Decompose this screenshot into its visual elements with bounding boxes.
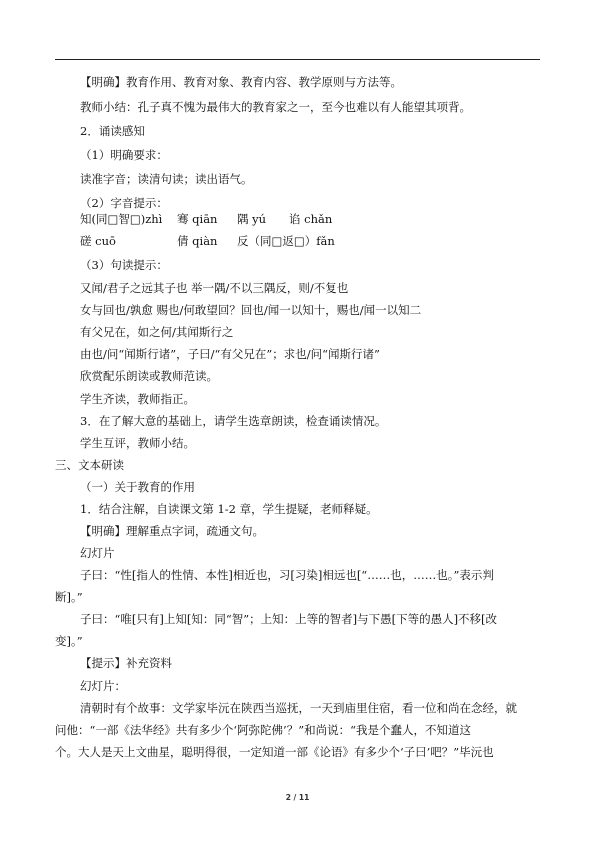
text-line: 【明确】理解重点字词，疏通文句。 xyxy=(80,524,264,538)
text-line: 断]。” xyxy=(55,590,83,604)
text-line: 由也/问“闻斯行诸”，子曰/“有父兄在”；求也/问“闻斯行诸” xyxy=(80,347,380,361)
text-line: 【明确】教育作用、教育对象、教育内容、教学原则与方法等。 xyxy=(80,75,402,89)
pronunciation-item: 倩 qiàn xyxy=(177,234,218,248)
section-heading: 2．诵读感知 xyxy=(80,124,145,138)
text-line: 子曰：“唯[只有]上知[知：同“智”；上知：上等的智者]与下愚[下等的愚人]不移[改 xyxy=(80,612,498,626)
text-line: （3）句读提示： xyxy=(80,258,168,272)
text-line: 3．在了解大意的基础上，请学生选章朗读，检查诵读情况。 xyxy=(80,414,387,428)
text-line: 学生互评，教师小结。 xyxy=(80,436,195,450)
text-line: 个。大人是天上文曲星，聪明得很，一定知道一部《论语》有多少个‘子曰’吧？”毕沅也 xyxy=(55,745,494,759)
text-line: 【提示】补充资料 xyxy=(80,656,172,670)
pronunciation-item: 谄 chǎn xyxy=(289,212,333,226)
pronunciation-row xyxy=(80,212,520,226)
text-line: 幻灯片： xyxy=(80,679,126,693)
text-line: （2）字音提示： xyxy=(80,196,168,210)
text-line: 变]。” xyxy=(55,634,83,648)
text-line: 清朝时有个故事：文学家毕沅在陕西当巡抚，一天到庙里住宿，看一位和尚在念经，就 xyxy=(80,701,517,715)
pronunciation-item: 磋 cuō xyxy=(80,234,116,248)
text-line: 有父兄在，如之何/其闻斯行之 xyxy=(80,325,234,339)
page-number: 2 / 11 xyxy=(285,793,310,802)
text-line: 女与回也/孰愈 赐也/何敢望回？回也/闻一以知十，赐也/闻一以知二 xyxy=(80,303,422,317)
text-line: （1）明确要求： xyxy=(80,148,168,162)
text-line: 读准字音；读清句读；读出语气。 xyxy=(80,172,253,186)
section-heading: 三、文本研读 xyxy=(55,458,124,472)
pronunciation-item: 知(同□智□)zhì xyxy=(80,212,163,226)
pronunciation-row xyxy=(80,234,520,248)
text-line: 幻灯片 xyxy=(80,546,115,560)
pronunciation-item: 骞 qiān xyxy=(177,212,218,226)
text-line: 子曰：“性[指人的性情、本性]相近也，习[习染]相远也[“……也，……也。”表示判 xyxy=(80,568,494,582)
text-line: 教师小结：孔子真不愧为最伟大的教育家之一，至今也难以有人能望其项背。 xyxy=(80,100,471,114)
pronunciation-item: 反（同□返□）fǎn xyxy=(237,234,335,248)
subsection-heading: （一）关于教育的作用 xyxy=(80,480,195,494)
text-line: 问他：“一部《法华经》共有多少个‘阿弥陀佛’？”和尚说：“我是个蠢人，不知道这 xyxy=(55,723,471,737)
text-line: 又闻/君子之远其子也 举一隅/不以三隅反，则/不复也 xyxy=(80,281,349,295)
text-line: 欣赏配乐朗读或教师范读。 xyxy=(80,369,218,383)
pronunciation-item: 隅 yú xyxy=(237,212,267,226)
text-line: 1．结合注解，自读课文第 1-2 章，学生提疑，老师释疑。 xyxy=(80,502,378,516)
text-line: 学生齐读，教师指正。 xyxy=(80,392,195,406)
header-rule xyxy=(55,59,540,60)
